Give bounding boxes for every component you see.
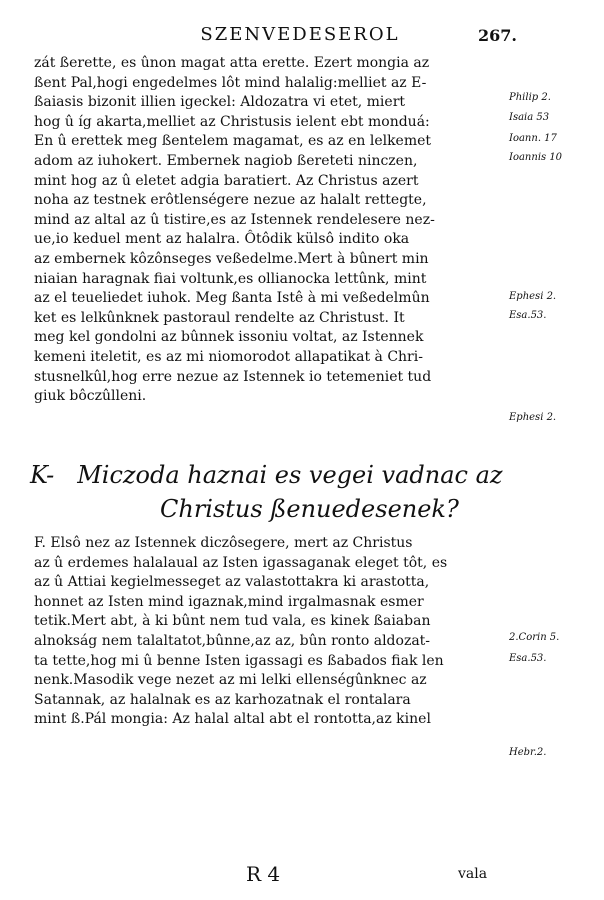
catchword: vala: [458, 866, 488, 882]
margin-ref: Isaia 53: [509, 112, 550, 123]
text-line: nenk.Masodik vege nezet az mi lelki ellenségûnknec az: [34, 672, 427, 689]
text-line: zát ßerette, es ûnon magat atta erette. Ezert mongia az: [34, 55, 430, 71]
text-line: hog û íg akarta,melliet az Christusis ielent ebt monduá:: [34, 113, 430, 130]
body-text-block-2: [34, 534, 502, 730]
text-line: Satannak, az halalnak es az karhozatnak el rontalara: [34, 691, 411, 708]
margin-ref: Philip 2.: [509, 92, 551, 103]
body-text-block-1: [34, 54, 502, 407]
page-number: 267.: [478, 26, 517, 45]
signature-mark: R 4: [246, 862, 281, 886]
text-line: giuk bôczûlleni.: [34, 388, 147, 405]
text-line: ßent Pal,hogi engedelmes lôt mind halalig:melliet az E-: [34, 74, 427, 91]
question-marker: K-: [30, 461, 55, 489]
text-line: ßaiasis bizonit illien igeckel: Aldozatra vi etet, miert: [34, 94, 406, 111]
text-line: ue,io keduel ment az halalra. Ôtôdik külsô indito oka: [34, 231, 410, 248]
text-line: ta tette,hog mi û benne Isten igassagi es ßabados fiak len: [34, 652, 444, 669]
text-line: En û erettek meg ßentelem magamat, es az en lelkemet: [34, 133, 432, 150]
text-line: F. Elsô nez az Istennek diczôsegere, mert az Christus: [34, 535, 413, 551]
text-line: honnet az Isten mind igaznak,mind irgalmasnak esmer: [34, 593, 424, 610]
margin-ref: Ioannis 10: [509, 152, 563, 163]
text-line: az embernek kôzônseges veßedelme.Mert à bûnert min: [34, 250, 429, 267]
text-line: noha az testnek erôtlenségere nezue az halalt rettegte,: [34, 192, 427, 209]
text-line: az û Attiai kegielmesseget az valastottakra ki arastotta,: [34, 574, 430, 591]
text-line: niaian haragnak fiai voltunk,es ollianocka lettûnk, mint: [34, 270, 427, 287]
margin-ref: Esa.53.: [509, 653, 547, 664]
text-line: mind az altal az û tistire,es az Istennek rendelesere nez-: [34, 211, 435, 228]
running-head: SZENVEDESEROL: [200, 24, 400, 45]
text-line: ket es lelkûnknek pastoraul rendelte az Christust. It: [34, 309, 405, 326]
margin-ref: Esa.53.: [509, 310, 547, 321]
question-line-2: Christus ßenuedesenek?: [160, 495, 459, 523]
text-line: alnokság nem talaltatot,bûnne,az az, bûn ronto aldozat-: [34, 632, 431, 649]
text-line: stusnelkûl,hog erre nezue az Istennek io tetemeniet tud: [34, 368, 432, 385]
text-line: mint ß.Pál mongia: Az halal altal abt el rontotta,az kinel: [34, 711, 431, 728]
text-line: kemeni iteletit, es az mi niomorodot allapatikat à Chri-: [34, 348, 423, 365]
margin-ref: Ephesi 2.: [509, 291, 557, 302]
question-text-1: Miczoda haznai es vegei vadnac az: [77, 461, 503, 489]
text-line: tetik.Mert abt, à ki bûnt nem tud vala, es kinek ßaiaban: [34, 613, 431, 630]
text-line: az el teueliedet iuhok. Meg ßanta Istê à mi veßedelmûn: [34, 290, 430, 307]
text-line: mint hog az û eletet adgia baratiert. Az Christus azert: [34, 172, 419, 189]
margin-ref: Hebr.2.: [509, 747, 547, 758]
text-line: az û erdemes halalaual az Isten igassaganak eleget tôt, es: [34, 554, 448, 571]
margin-ref: 2.Corin 5.: [509, 632, 560, 643]
margin-ref: Ioann. 17: [509, 133, 557, 144]
catechism-question: [30, 458, 510, 526]
text-line: adom az iuhokert. Embernek nagiob ßereteti ninczen,: [34, 152, 418, 169]
text-line: meg kel gondolni az bûnnek issoniu voltat, az Istennek: [34, 329, 424, 346]
question-line-1: [30, 458, 510, 492]
margin-ref: Ephesi 2.: [509, 412, 557, 423]
